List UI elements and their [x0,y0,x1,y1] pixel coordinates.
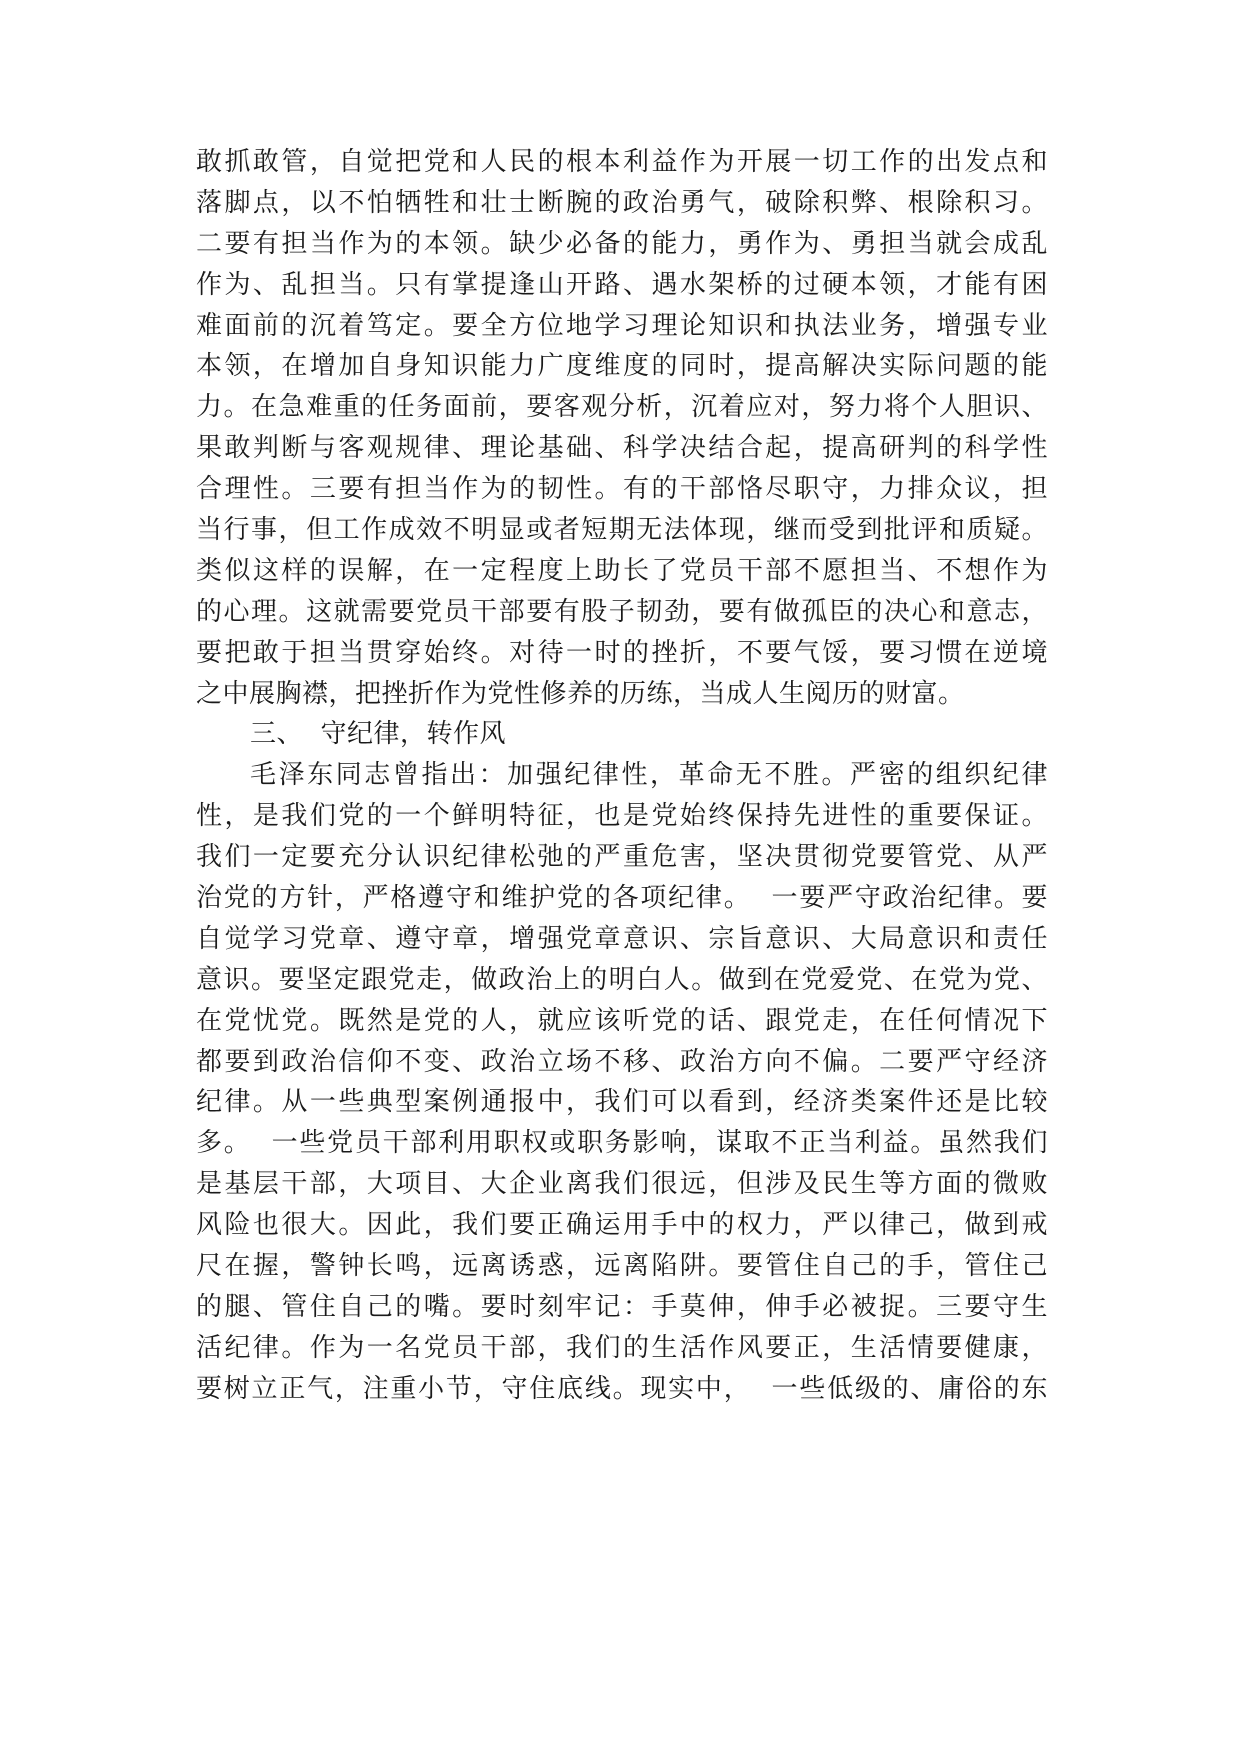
text-line: 在党忧党。既然是党的人，就应该听党的话、跟党走，在任何情况下 [196,1005,1048,1036]
text-line: 尺在握，警钟长鸣，远离诱惑，远离陷阱。要管住自己的手，管住己 [196,1251,1048,1282]
text-line: 要树立正气，注重小节，守住底线。现实中， 一些低级的、庸俗的东 [196,1373,1048,1404]
text-line: 作为、乱担当。只有掌提逢山开路、遇水架桥的过硬本领，才能有困 [196,269,1048,300]
text-line: 难面前的沉着笃定。要全方位地学习理论知识和执法业务，增强专业 [196,310,1048,341]
text-line: 纪律。从一些典型案例通报中，我们可以看到，经济类案件还是比较 [196,1087,1048,1118]
text-line: 自觉学习党章、遵守章，增强党章意识、宗旨意识、大局意识和责任 [196,923,1048,954]
text-line: 的心理。这就需要党员干部要有股子韧劲，要有做孤臣的决心和意志， [196,596,1048,627]
text-line: 多。 一些党员干部利用职权或职务影响，谋取不正当利益。虽然我们 [196,1128,1048,1159]
text-line: 是基层干部，大项目、大企业离我们很远，但涉及民生等方面的微败 [196,1169,1048,1200]
text-line: 性，是我们党的一个鲜明特征，也是党始终保持先进性的重要保证。 [196,801,1048,832]
text-line: 敢抓敢管，自觉把党和人民的根本利益作为开展一切工作的出发点和 [196,147,1048,177]
text-line: 活纪律。作为一名党员干部，我们的生活作风要正，生活情要健康， [196,1332,1048,1363]
text-line: 我们一定要充分认识纪律松弛的严重危害，坚决贯彻党要管党、从严 [196,842,1048,873]
text-line: 都要到政治信仰不变、政治立场不移、政治方向不偏。二要严守经济 [196,1046,1048,1077]
text-line: 落脚点，以不怕牺牲和壮士断腕的政治勇气，破除积弊、根除积习。 [196,187,1048,218]
text-line: 合理性。三要有担当作为的韧性。有的干部恪尽职守，力排众议，担 [196,474,1048,505]
text-line: 二要有担当作为的本领。缺少必备的能力，勇作为、勇担当就会成乱 [196,228,1048,259]
section-heading: 三、 守纪律，转作风 [250,719,507,750]
text-line: 治党的方针，严格遵守和维护党的各项纪律。 一要严守政治纪律。要 [196,883,1048,914]
text-line: 要把敢于担当贯穿始终。对待一时的挫折，不要气馁，要习惯在逆境 [196,637,1048,668]
text-line: 果敢判断与客观规律、理论基础、科学决结合起，提高研判的科学性 [196,433,1048,464]
text-line: 之中展胸襟，把挫折作为党性修养的历练，当成人生阅历的财富。 [196,678,965,709]
document-body [196,142,1048,1410]
text-line: 风险也很大。因此，我们要正确运用手中的权力，严以律己，做到戒 [196,1210,1048,1241]
text-line: 力。在急难重的任务面前，要客观分析，沉着应对，努力将个人胆识、 [196,392,1048,423]
text-line: 的腿、管住自己的嘴。要时刻牢记：手莫伸，伸手必被捉。三要守生 [196,1291,1048,1322]
text-line: 当行事，但工作成效不明显或者短期无法体现，继而受到批评和质疑。 [196,515,1048,546]
text-line: 本领，在增加自身知识能力广度维度的同时，提高解决实际问题的能 [196,351,1048,382]
text-line: 意识。要坚定跟党走，做政治上的明白人。做到在党爱党、在党为党、 [196,964,1048,995]
text-line: 类似这样的误解，在一定程度上助长了党员干部不愿担当、不想作为 [196,555,1048,586]
paragraph-first-line: 毛泽东同志曾指出：加强纪律性，革命无不胜。严密的组织纪律 [250,760,1048,791]
